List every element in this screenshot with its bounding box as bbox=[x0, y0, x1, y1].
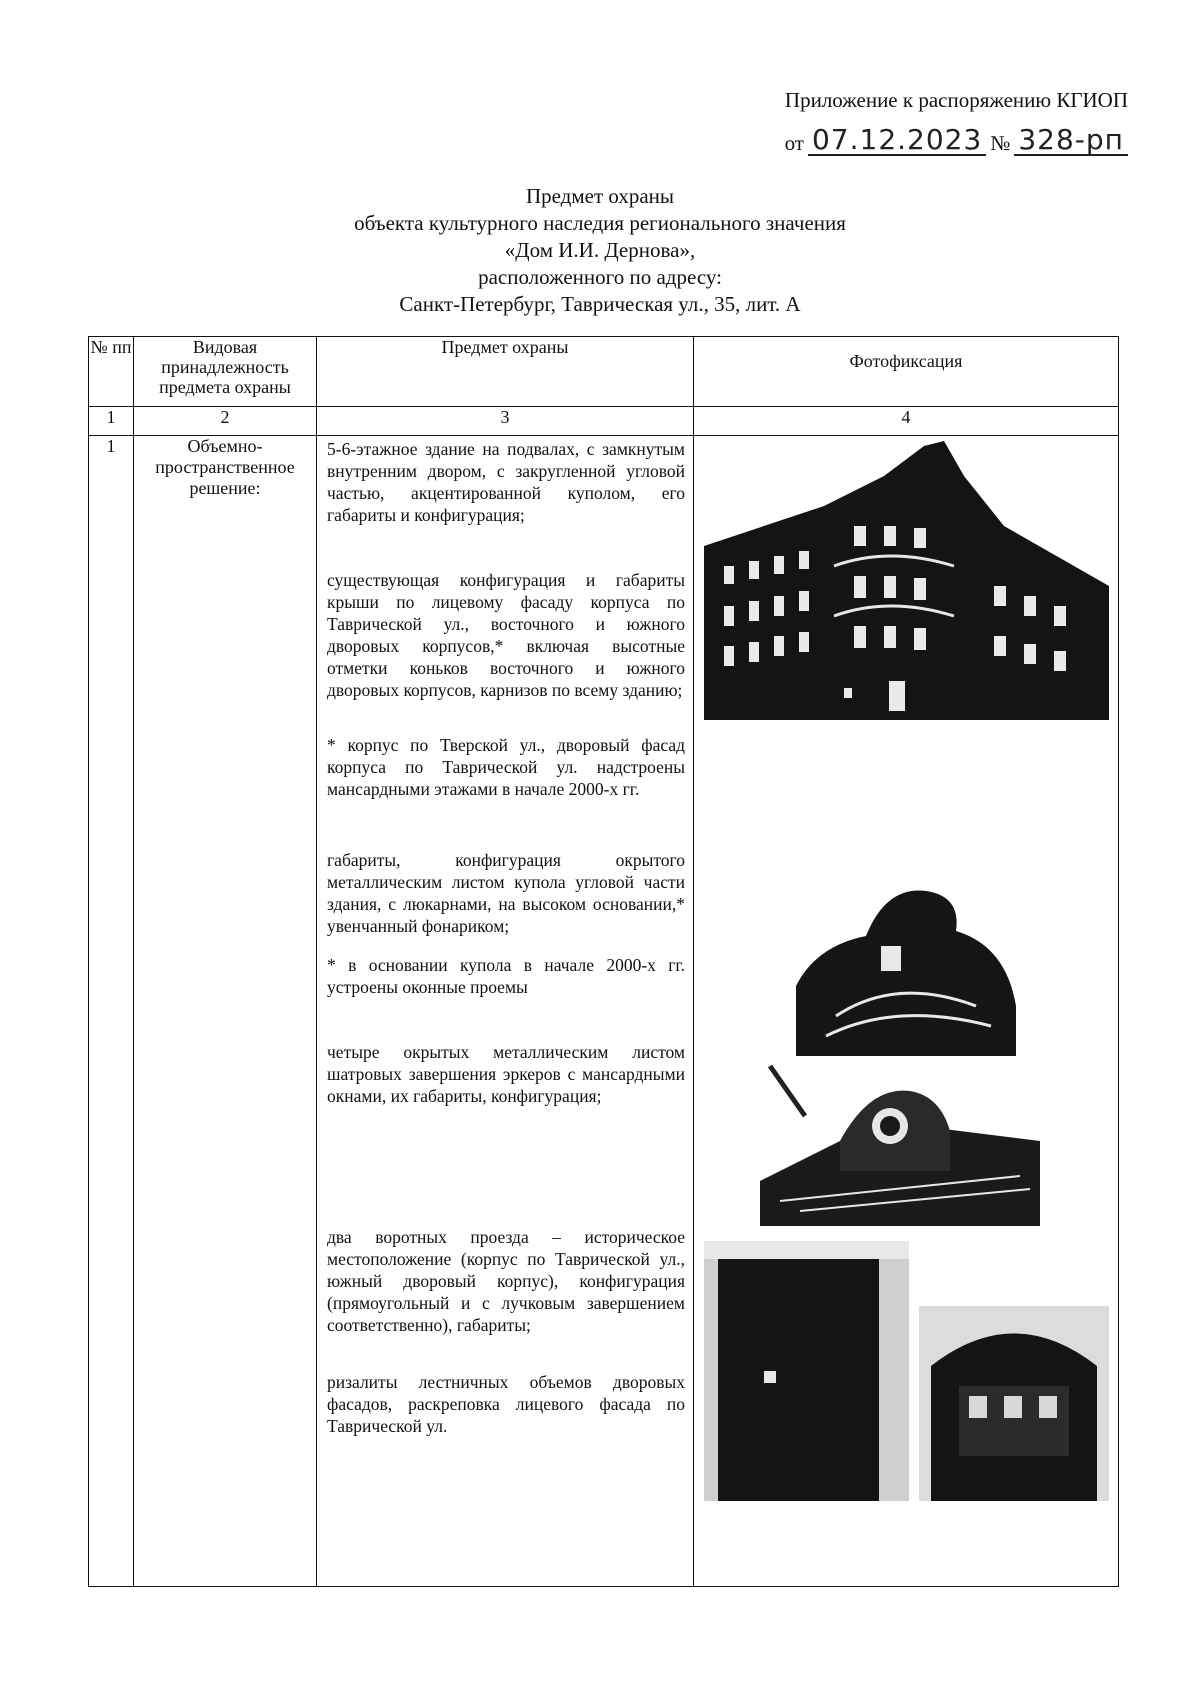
title-line: «Дом И.И. Дернова», bbox=[504, 238, 696, 262]
column-number: 3 bbox=[317, 407, 694, 436]
order-line bbox=[781, 123, 1128, 156]
title-line: Санкт-Петербург, Таврическая ул., 35, лит. А bbox=[399, 292, 801, 316]
row-number: 1 bbox=[89, 436, 134, 1587]
subject-paragraph: четыре окрытых металлическим листом шатровых завершения эркеров с мансардными окнами, их габариты, конфигурация; bbox=[327, 1042, 685, 1106]
column-number: 4 bbox=[694, 407, 1119, 436]
building-photo-svg bbox=[704, 436, 1109, 720]
header-num: № пп bbox=[89, 337, 134, 407]
row-photos bbox=[694, 436, 1119, 1587]
subject-paragraph: габариты, конфигурация окрытого металлическим листом купола угловой части здания, с люкарнами, на высоком основании,* увенчанный фонариком; bbox=[327, 850, 685, 936]
header-photo: Фотофиксация bbox=[694, 337, 1119, 407]
subject-paragraph: * в основании купола в начале 2000-х гг. устроены оконные проемы bbox=[327, 955, 685, 997]
document-title bbox=[0, 183, 1200, 318]
arched-gate-photo bbox=[919, 1306, 1109, 1501]
dormer-photo-svg bbox=[760, 1061, 1040, 1226]
header-subject: Предмет охраны bbox=[317, 337, 694, 407]
row-type: Объемно-пространственное решение: bbox=[134, 436, 317, 1587]
table-header-row bbox=[89, 337, 1119, 407]
header-type: Видовая принадлежность предмета охраны bbox=[134, 337, 317, 407]
building-photo bbox=[704, 436, 1109, 720]
subject-paragraph: ризалиты лестничных объемов дворовых фасадов, раскреповка лицевого фасада по Таврической ул. bbox=[327, 1372, 685, 1436]
table-row bbox=[89, 436, 1119, 1587]
subject-paragraph: существующая конфигурация и габариты крыши по лицевому фасаду корпуса по Таврической ул., восточного и южного дворовых корпусов,* включая высотные отметки коньков восточного и южного дворовых корпусов, карнизов по всему зданию; bbox=[327, 570, 685, 700]
number-prefix: № bbox=[990, 131, 1011, 155]
row-subject bbox=[317, 436, 694, 1587]
column-number-row bbox=[89, 407, 1119, 436]
order-number: 328-рп bbox=[1014, 126, 1128, 156]
appendix-label: Приложение к распоряжению КГИОП bbox=[784, 88, 1128, 112]
title-line: расположенного по адресу: bbox=[478, 265, 722, 289]
protection-table bbox=[88, 336, 1119, 1587]
title-line: Предмет охраны bbox=[525, 184, 675, 208]
column-number: 1 bbox=[89, 407, 134, 436]
subject-paragraph: два воротных проезда – историческое местоположение (корпус по Таврической ул., южный дворовый корпус), конфигурация (прямоугольный и с лучковым завершением соответственно), габариты; bbox=[327, 1227, 685, 1335]
column-number: 2 bbox=[134, 407, 317, 436]
title-line: объекта культурного наследия регионального значения bbox=[354, 211, 846, 235]
rectangular-gate-photo bbox=[704, 1241, 909, 1501]
subject-paragraph: * корпус по Тверской ул., дворовый фасад корпуса по Таврической ул. надстроены мансардными этажами в начале 2000-х гг. bbox=[327, 735, 685, 799]
subject-paragraph: 5-6-этажное здание на подвалах, с замкнутым внутренним двором, с закругленной угловой частью, акцентированной куполом, его габариты и конфигурация; bbox=[327, 439, 685, 525]
dome-photo-svg bbox=[776, 876, 1024, 1056]
arched-gate-photo-svg bbox=[919, 1306, 1109, 1501]
dome-photo bbox=[776, 876, 1024, 1056]
order-date: 07.12.2023 bbox=[808, 126, 986, 156]
dormer-photo bbox=[760, 1061, 1040, 1226]
rectangular-gate-photo-svg bbox=[704, 1241, 909, 1501]
date-prefix: от bbox=[784, 131, 804, 155]
